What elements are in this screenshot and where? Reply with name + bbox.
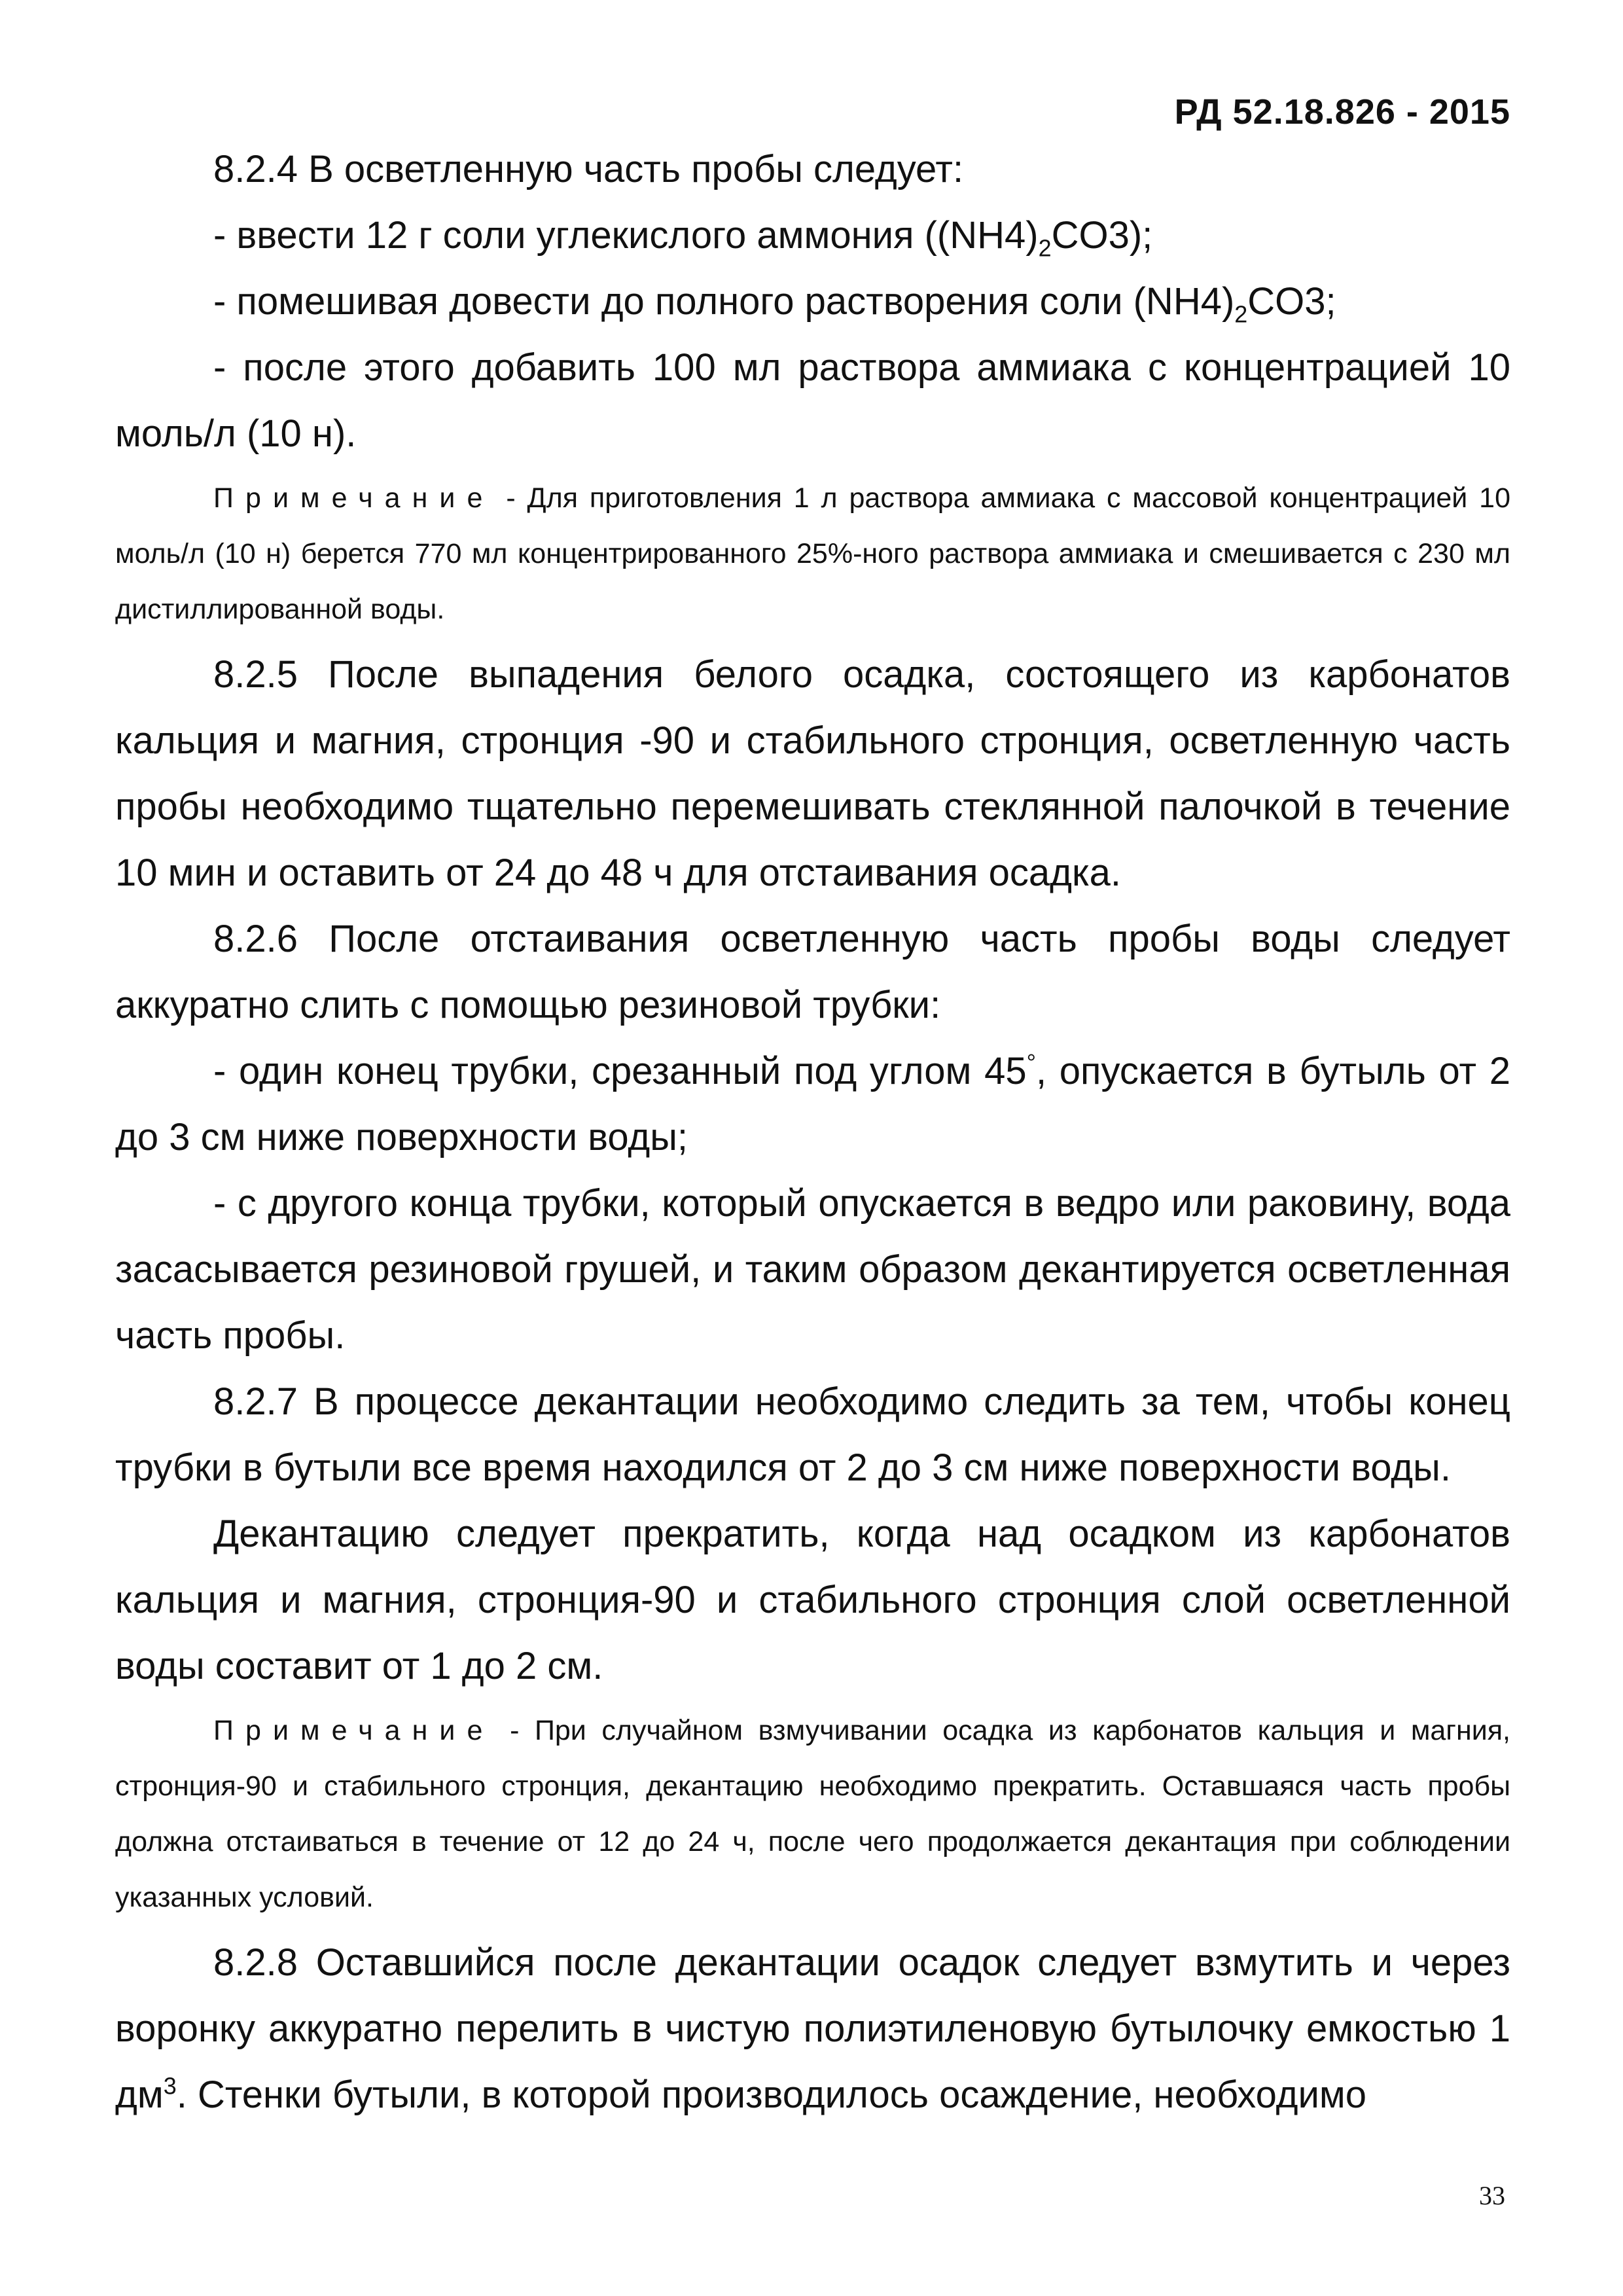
- degree-superscript: °: [1026, 1049, 1036, 1076]
- note-label: Примечание: [213, 482, 495, 514]
- text: - ввести 12 г соли углекислого аммония ((NH4): [213, 214, 1039, 257]
- text: . Стенки бутыли, в которой производилось осаждение, необходимо: [176, 2073, 1366, 2116]
- paragraph-decant-stop: Декантацию следует прекратить, когда над осадком из карбонатов кальция и магния, стронция-90 и стабильного стронция слой осветленной воды составит от 1 до 2 см.: [115, 1513, 1510, 1687]
- page-number: 33: [1479, 2181, 1505, 2210]
- list-item-ammonia: - после этого добавить 100 мл раствора аммиака с концентрацией 10 моль/л (10 н).: [115, 346, 1510, 455]
- note-1: [115, 471, 1510, 637]
- list-item-ammonium: [115, 202, 1510, 268]
- text: - помешивая довести до полного растворения соли (NH4): [213, 280, 1235, 323]
- note-text: - Для приготовления 1 л раствора аммиака с массовой концентрацией 10 моль/л (10 н) берется 770 мл концентрированного 25%-ного раствора аммиака и смешивается с 230 мл дистиллированной воды.: [115, 482, 1510, 625]
- note-2: [115, 1703, 1510, 1926]
- paragraph-8-2-4: 8.2.4 В осветленную часть пробы следует:: [213, 148, 964, 190]
- list-item-tube-end: [115, 1038, 1510, 1170]
- paragraph-8-2-5: 8.2.5 После выпадения белого осадка, состоящего из карбонатов кальция и магния, стронция -90 и стабильного стронция, осветленную часть пробы необходимо тщательно перемешивать стеклянной палочкой в течение 10 мин и оставить от 24 до 48 ч для отстаивания осадка.: [115, 653, 1510, 894]
- superscript: 3: [163, 2072, 177, 2100]
- doc-code-header: РД 52.18.826 - 2015: [1174, 92, 1510, 132]
- list-item-other-end: - с другого конца трубки, который опускается в ведро или раковину, вода засасывается резиновой грушей, и таким образом декантируется осветленная часть пробы.: [115, 1182, 1510, 1357]
- paragraph-8-2-7: 8.2.7 В процессе декантации необходимо следить за тем, чтобы конец трубки в бутыли все время находился от 2 до 3 см ниже поверхности воды.: [115, 1380, 1510, 1489]
- list-item-dissolve: [115, 268, 1510, 334]
- text: - один конец трубки, срезанный под углом 45: [213, 1050, 1027, 1092]
- paragraph-8-2-8: [115, 1929, 1510, 2128]
- text: CO3);: [1051, 214, 1153, 257]
- subscript: 2: [1038, 234, 1052, 262]
- text: CO3;: [1247, 280, 1336, 323]
- note-label: Примечание: [213, 1715, 495, 1746]
- text: , опускается в бутыль от 2 до 3 см ниже поверхности воды;: [115, 1050, 1511, 1158]
- text: 8.2.8 Оставшийся после декантации осадок следует взмутить и через воронку аккуратно перелить в чистую полиэтиленовую бутылочку емкостью 1 дм: [115, 1941, 1510, 2116]
- body-text: [115, 136, 1510, 2128]
- note-text: - При случайном взмучивании осадка из карбонатов кальция и магния, стронция-90 и стабильного стронция, декантацию необходимо прекратить. Оставшаяся часть пробы должна отстаиваться в течение от 12 до 24 ч, после чего продолжается декантация при соблюдении указанных условий.: [115, 1715, 1510, 1913]
- subscript: 2: [1234, 300, 1248, 328]
- paragraph-8-2-6: 8.2.6 После отстаивания осветленную часть пробы воды следует аккуратно слить с помощью резиновой трубки:: [115, 918, 1510, 1026]
